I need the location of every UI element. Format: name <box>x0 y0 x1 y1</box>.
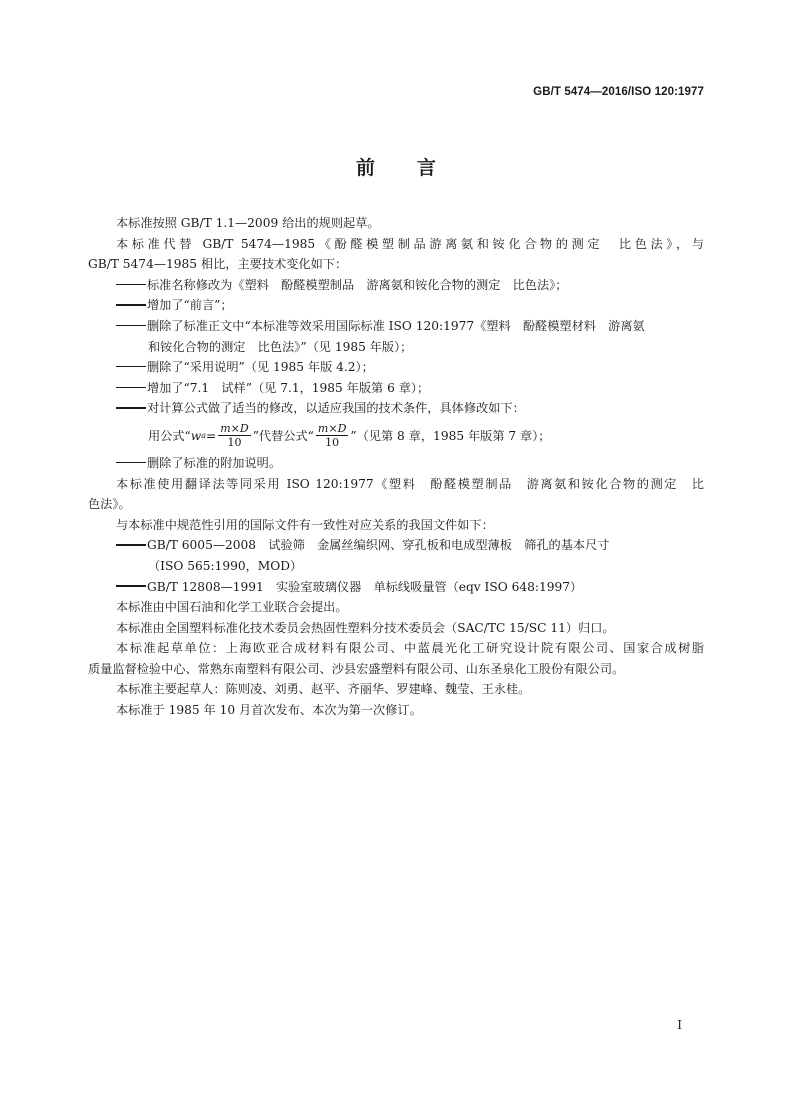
list-item-text: 删除了标准正文中“本标准等效采用国际标准 ISO 120:1977《塑料 酚醛模塑材料 游离氨 <box>147 318 645 333</box>
title-char-2: 言 <box>417 157 437 179</box>
list-item <box>88 275 704 296</box>
paragraph: 本标准由中国石油和化学工业联合会提出。 <box>116 600 348 615</box>
list-item-text: 删除了标准的附加说明。 <box>147 455 282 470</box>
paragraph-continuation: 色法》。 <box>88 497 131 512</box>
paragraph: 本标准起草单位：上海欧亚合成材料有限公司、中蓝晨光化工研究设计院有限公司、国家合成树脂 <box>116 641 704 656</box>
standard-code: GB/T 5474—2016/ISO 120:1977 <box>533 86 704 98</box>
paragraph: 本标准于 1985 年 10 月首次发布、本次为第一次修订。 <box>116 703 422 718</box>
paragraph: 本标准主要起草人：陈则凌、刘勇、赵平、齐丽华、罗建峰、魏莹、王永桂。 <box>116 682 531 697</box>
fraction-numerator: m×D <box>220 422 249 436</box>
paragraph: 本标准使用翻译法等同采用 ISO 120:1977《塑料 酚醛模塑制品 游离氨和铵化合物的测定 比 <box>116 476 704 491</box>
paragraph-continuation: 质量监督检验中心、常熟东南塑料有限公司、沙县宏盛塑料有限公司、山东圣泉化工股份有限公司。 <box>88 661 625 676</box>
list-item-text: GB/T 12808—1991 实验室玻璃仪器 单标线吸量管（eqv ISO 648:1997） <box>147 579 583 594</box>
list-item <box>88 316 704 337</box>
dash-mark <box>116 407 146 408</box>
list-item <box>88 357 704 378</box>
formula-line <box>88 419 704 453</box>
formula-prefix: 用公式“ <box>148 429 191 444</box>
list-item <box>88 295 704 316</box>
dash-mark <box>116 462 146 463</box>
list-item-continuation: 和铵化合物的测定 比色法》”（见 1985 年版）； <box>148 339 413 354</box>
list-item-text: 增加了“7.1 试样”（见 7.1，1985 年版第 6 章）； <box>147 380 430 395</box>
list-item <box>88 378 704 399</box>
formula-subscript: a <box>201 431 207 441</box>
title-char-1: 前 <box>355 157 375 179</box>
page-number: I <box>677 1018 682 1032</box>
fraction-denominator: 10 <box>325 436 340 450</box>
paragraph: 本标准由全国塑料标准化技术委员会热固性塑料分技术委员会（SAC/TC 15/SC 11）归口。 <box>116 620 615 635</box>
dash-mark <box>116 366 146 367</box>
dash-mark <box>116 304 146 305</box>
list-item-continuation: （ISO 565:1990，MOD） <box>148 558 303 573</box>
formula-variable: w <box>190 428 202 443</box>
dash-mark <box>116 387 146 388</box>
paragraph: 与本标准中规范性引用的国际文件有一致性对应关系的我国文件如下： <box>116 517 494 532</box>
fraction-denominator: 10 <box>227 436 242 450</box>
paragraph: 本标准代替 GB/T 5474—1985《酚醛模塑制品游离氨和铵化合物的测定 比色法》，与 <box>116 236 704 251</box>
foreword-body <box>88 213 704 721</box>
formula-middle: ”代替公式“ <box>252 429 314 444</box>
list-item <box>88 535 704 556</box>
list-item-text: 删除了“采用说明”（见 1985 年版 4.2）； <box>147 360 374 375</box>
paragraph-continuation: GB/T 5474—1985 相比，主要技术变化如下： <box>88 257 348 272</box>
list-item <box>88 453 704 474</box>
page-title <box>0 153 792 180</box>
dash-mark <box>116 585 146 586</box>
list-item-text: 对计算公式做了适当的修改，以适应我国的技术条件，具体修改如下： <box>147 401 525 416</box>
formula-equals: = <box>206 428 217 443</box>
list-item-text: 增加了“前言”； <box>147 298 233 313</box>
fraction-old <box>316 422 348 449</box>
formula-suffix: ”（见第 8 章，1985 年版第 7 章）； <box>350 429 551 444</box>
dash-mark <box>116 544 146 545</box>
list-item <box>88 398 704 419</box>
list-item-text: GB/T 6005—2008 试验筛 金属丝编织网、穿孔板和电成型薄板 筛孔的基本尺寸 <box>147 538 610 553</box>
paragraph: 本标准按照 GB/T 1.1—2009 给出的规则起草。 <box>116 216 380 230</box>
list-item-text: 标准名称修改为《塑料 酚醛模塑制品 游离氨和铵化合物的测定 比色法》； <box>147 277 568 292</box>
dash-mark <box>116 284 146 285</box>
fraction-new <box>218 422 250 449</box>
fraction-numerator: m×D <box>317 422 347 436</box>
dash-mark <box>116 325 146 326</box>
list-item <box>88 577 704 598</box>
